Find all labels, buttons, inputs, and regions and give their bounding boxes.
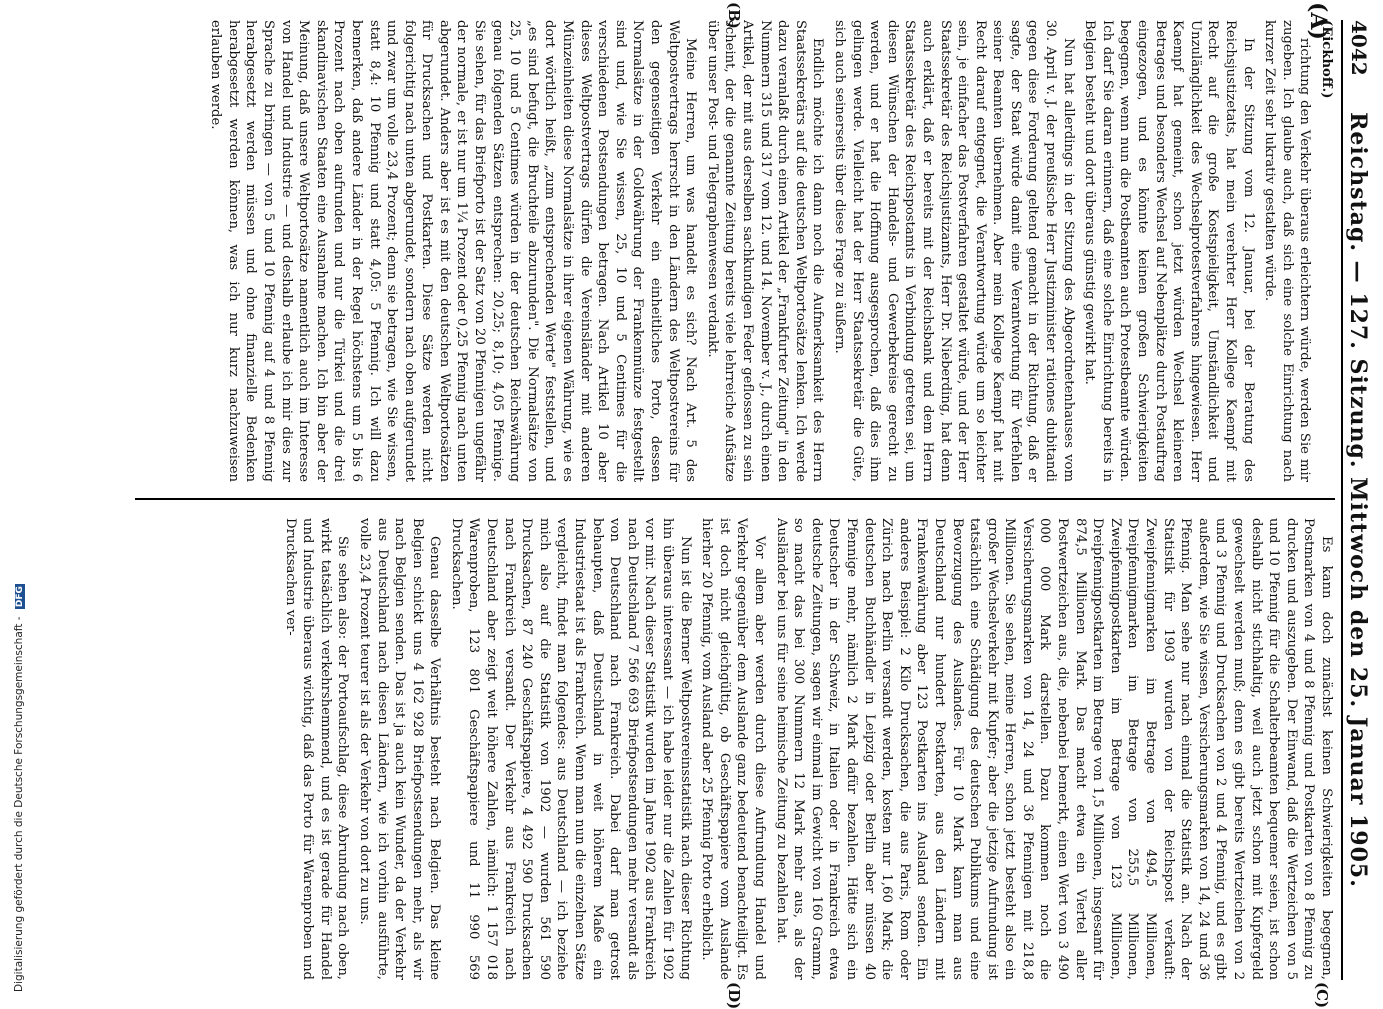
page-number: 4042 [1347, 20, 1371, 76]
column-divider [135, 498, 1335, 500]
paragraph: In der Sitzung vom 12. Januar, bei der Beratung des Reichsjustizetats, hat mein verehrter Herr Kollege Kaempf mit Recht auf die große Kostspieligkeit, Umständlichkeit und Unzulänglichkeit des Wechselprotestverfahrens hingewiesen. Herr Kaempf hat gemeint, schon jetzt würden Wechsel kleineren Betrages und besonders Wechsel auf Nebenplätze durch Postauftrag eingezogen, und es könnte keinen großen Schwierigkeiten begegnen, wenn nun die Postbeamten auch Protestbeamte würden. Ich darf Sie daran erinnern, daß eine solche Einrichtung bereits in Belgien besteht und dort überaus günstig gewirkt hat. [1082, 20, 1256, 482]
margin-marker-a: (A) [1305, 2, 1331, 40]
paragraph: Genau dasselbe Verhältnis besteht nach Belgien. Das kleine Belgien schickt uns 4 162 928 Briefpostsendungen mehr, als wir nach Belgien senden. Das ist ja auch kein Wunder, da der Verkehr aus Deutschland nach diesen Ländern, wie ich vorhin ausführte, volle 23,4 Prozent teurer ist als der Verkehr von dort zu uns. [356, 518, 443, 980]
page-title: Reichstag. — 127. Sitzung. Mittwoch den 25. Januar 1905. [1345, 112, 1371, 888]
margin-marker-d: (D) [725, 982, 743, 1009]
paragraph: Sie sehen also: der Portoaufschlag, diese Abrundung nach oben, wirkt tatsächlich verkehrshemmend, und es ist gerade für Handel und Industrie überaus wichtig, daß das Porto für Warenproben und Drucksachen ver- [282, 518, 351, 980]
header-rule [1341, 20, 1343, 980]
paragraph: richtung den Verkehr überaus erleichtern würde, werden Sie mir zugeben. Ich glaube auch, daß sich eine solche Einrichtung nach kurzer Zeit sehr lukrativ gestalten würde. [1262, 20, 1313, 482]
paragraph: Es kann doch zunächst keinen Schwierigkeiten begegnen, Postmarken von 4 und 8 Pfennig und Postkarten von 8 Pfennig zu drucken und auszugeben. Der Einwand, daß die Wertzeichen von 5 und 10 Pfennig für die Schalterbeamten bequemer seien, ist schon deshalb nicht stichhaltig, weil auch jetzt schon mit Kupfergeld gewechselt werden muß; denn es gibt bereits Wertzeichen von 2 und 3 Pfennig und Drucksachen von 2 und 4 Pfennig, und es gibt außerdem, wie Sie wissen, Versicherungsmarken von 14, 24 und 36 Pfennig. Man sehe nur nach einmal die Statistik an. Nach der Statistik für 1903 wurden von der Reichspost verkauft: Zweipfennigmarken im Betrage von 494,5 Millionen, Dreipfennigmarken im Betrage von 255,5 Millionen, Zweipfennigpostkarten im Betrage von 123 Millionen, Dreipfennigpostkarten im Betrage von 1,5 Millionen, insgesamt für 874,5 Millionen Mark. Das macht etwa ein Viertel aller Postwertzeichen aus, die, nebenbei bemerkt, einen Wert von 3 490 000 000 Mark darstellen. Dazu kommen noch die Versicherungsmarken von 14, 24 und 36 Pfennigen mit 218,8 Millionen. Sie sehen, meine Herren, schon jetzt besteht also ein großer Wechselverkehr mit Kupfer; aber die jetzige Aufrundung ist tatsächlich eine Schädigung des deutschen Publikums und eine Bevorzugung des Auslandes. Für 10 Mark kann man aus Deutschland nur hundert Postkarten, aus den Ländern mit Frankenwährung aber 123 Postkarten ins Ausland senden. Ein anderes Beispiel: 2 Kilo Drucksachen, die aus Paris, Rom oder Zürich nach Berlin versandt werden, kosten nur 1,60 Mark; die deutschen Buchhändler in Leipzig oder Berlin aber müssen 40 Pfennige mehr, nämlich 2 Mark dafür bezahlen. Hätte sich ein Deutscher in der Schweiz, in Italien oder in Frankreich etwa deutsche Zeitungen, sagen wir einmal im Gewicht von 160 Gramm, so macht das bei 300 Nummern 12 Mark mehr aus, als der Ausländer bei uns für seine heimische Zeitung zu bezahlen hat. [773, 518, 1334, 980]
rotated-document-page [83, 0, 1383, 1009]
digitization-sidebar [0, 0, 25, 1000]
speaker-name: (Eickhoff.) [1319, 20, 1334, 99]
page-header [1343, 20, 1377, 980]
left-text-column [105, 20, 1335, 482]
margin-marker-c: (C) [1313, 982, 1331, 1009]
sidebar-caption [13, 584, 25, 992]
paragraph: Nun ist die Berner Weltpostvereinsstatistik nach dieser Richtung hin überaus interessant — ich habe leider nur die Zahlen für 1902 vor mir. Nach dieser Statistik wurden im Jahre 1902 aus Frankreich nach Deutschland 7 566 693 Briefpostsendungen mehr versandt als von Deutschland nach Frankreich. Dabei darf man getrost behaupten, daß Deutschland in weit höherem Maße ein Industriestaat ist als Frankreich. Wenn man nun die einzelnen Sätze vergleicht, findet man folgendes: aus Deutschland — ich beziehe mich also auf die Statistik von 1902 — wurden 561 590 Drucksachen, 87 240 Geschäftspapiere, 4 492 590 Drucksachen nach Frankreich versandt. Der Verkehr aus Frankreich nach Deutschland aber zeigt weit höhere Zahlen, nämlich: 1 157 018 Warenproben, 123 801 Geschäftspapiere und 11 990 569 Drucksachen. [448, 518, 693, 980]
dfg-logo: DFG [15, 586, 25, 608]
paragraph: Meine Herren, um was handelt es sich? Nach Art. 5 des Weltpostvertrags herrscht in den Ländern des Weltpostvereins für den gegenseitigen Verkehr ein einheitliches Porto, dessen Normalsätze in der Goldwährung der Frankenmünze festgestellt sind und, wie Sie wissen, 25, 10 und 5 Centimes für die verschiedenen Postsendungen betragen. Nach Artikel 10 aber dieses Weltpostvertrags dürfen die Vereinsländer mit anderen Münzeinheiten diese Normalsätze in ihrer eigenen Währung, wie es dort wörtlich heißt, „zum entsprechenden Werte" feststellen, und „es sind befugt, die Bruchteile abzurunden". Die Normalsätze von 25, 10 und 5 Centimes würden in der deutschen Reichswährung genau folgenden Sätzen entsprechen: 20,25; 8,10; 4,05 Pfennige. Sie sehen, für das Briefporto ist der Satz von 20 Pfennigen ungefähr der normale, er ist nur um 1¼ Prozent oder 0,25 Pfennig nach unten abgerundet. Anders aber ist es mit den deutschen Weltportosätzen für Drucksachen und Postkarten. Diese Sätze werden nicht folgerichtig nach unten abgerundet, sondern nach oben aufgerundet und zwar um volle 23,4 Prozent; denn sie betragen, wie Sie wissen, statt 8,4: 10 Pfennig und statt 4,05: 5 Pfennig. Ich will dazu bemerken, daß andere Länder in der Regel höchstens um 5 bis 6 Prozent nach oben aufrunden und nur die Türkei und die drei skandinavischen Staaten eine Ausnahme machen. Ich bin aber der Meinung, daß unsere Weltportosätze namentlich auch im Interesse von Handel und Industrie — und deshalb erlaube ich mir dies zur Sprache zu bringen — von 5 und 10 Pfennig auf 4 und 8 Pfennig herabgesetzt werden müssen und ohne finanzielle Bedenken herabgesetzt werden können, was ich nur kurz nachzuweisen erlauben werde. [208, 20, 699, 482]
paragraph: Nun hat allerdings in der Sitzung des Abgeordnetenhauses vom 30. April v. J. der preußische Herr Justizminister rationes dubitandi gegen diese Forderung geltend gemacht in der Richtung, daß er sagte, der Staat würde damit eine Verantwortung für Verfehlen seiner Beamten übernehmen. Aber mein Kollege Kaempf hat mit Recht darauf entgegnet, die Verantwortung würde um so leichter sein, je einfacher das Postverfahren gestaltet würde, und der Herr Staatssekretär des Reichsjustizamts, Herr Dr. Nieberding, hat denn auch erklärt, daß er bereits mit der Reichsbank und dem Herrn Staatssekretär des Reichspostamts in Verbindung getreten sei, um diesen Wünschen der Handels- und Gewerbekreise gerecht zu werden, und er hat die Hoffnung ausgesprochen, daß dies ihm gelingen werde. Vielleicht hat der Herr Staatssekretär die Güte, sich auch seinerseits über diese Frage zu äußern. [831, 20, 1076, 482]
right-text-column [105, 518, 1335, 980]
sidebar-text: Digitalisierung gefördert durch die Deutsche Forschungsgemeinschaft - [13, 616, 25, 992]
margin-marker-b: (B) [725, 2, 743, 29]
paragraph: Vor allem aber werden durch diese Aufrundung Handel und Verkehr gegenüber dem Auslande ganz bedeutend benachteiligt. Es ist doch nicht gleichgültig, ob Geschäftspapiere vom Auslande hierher 20 Pfennig, vom Ausland aber 25 Pfennig Porto erheblich. [699, 518, 767, 980]
paragraph: Endlich möchte ich dann noch die Aufmerksamkeit des Herrn Staatssekretärs auf die deutschen Weltportosätze lenken. Ich werde dazu veranlaßt durch einen Artikel der „Frankfurter Zeitung" in den Nummern 315 und 317 vom 12. und 14. November v. J., durch einen Artikel, der mit aus derselben sachkundigen Feder geflossen zu sein scheint, der die genannte Zeitung bereits viele lehrreiche Aufsätze über unser Post- und Telegraphenwesen verdankt. [704, 20, 826, 482]
